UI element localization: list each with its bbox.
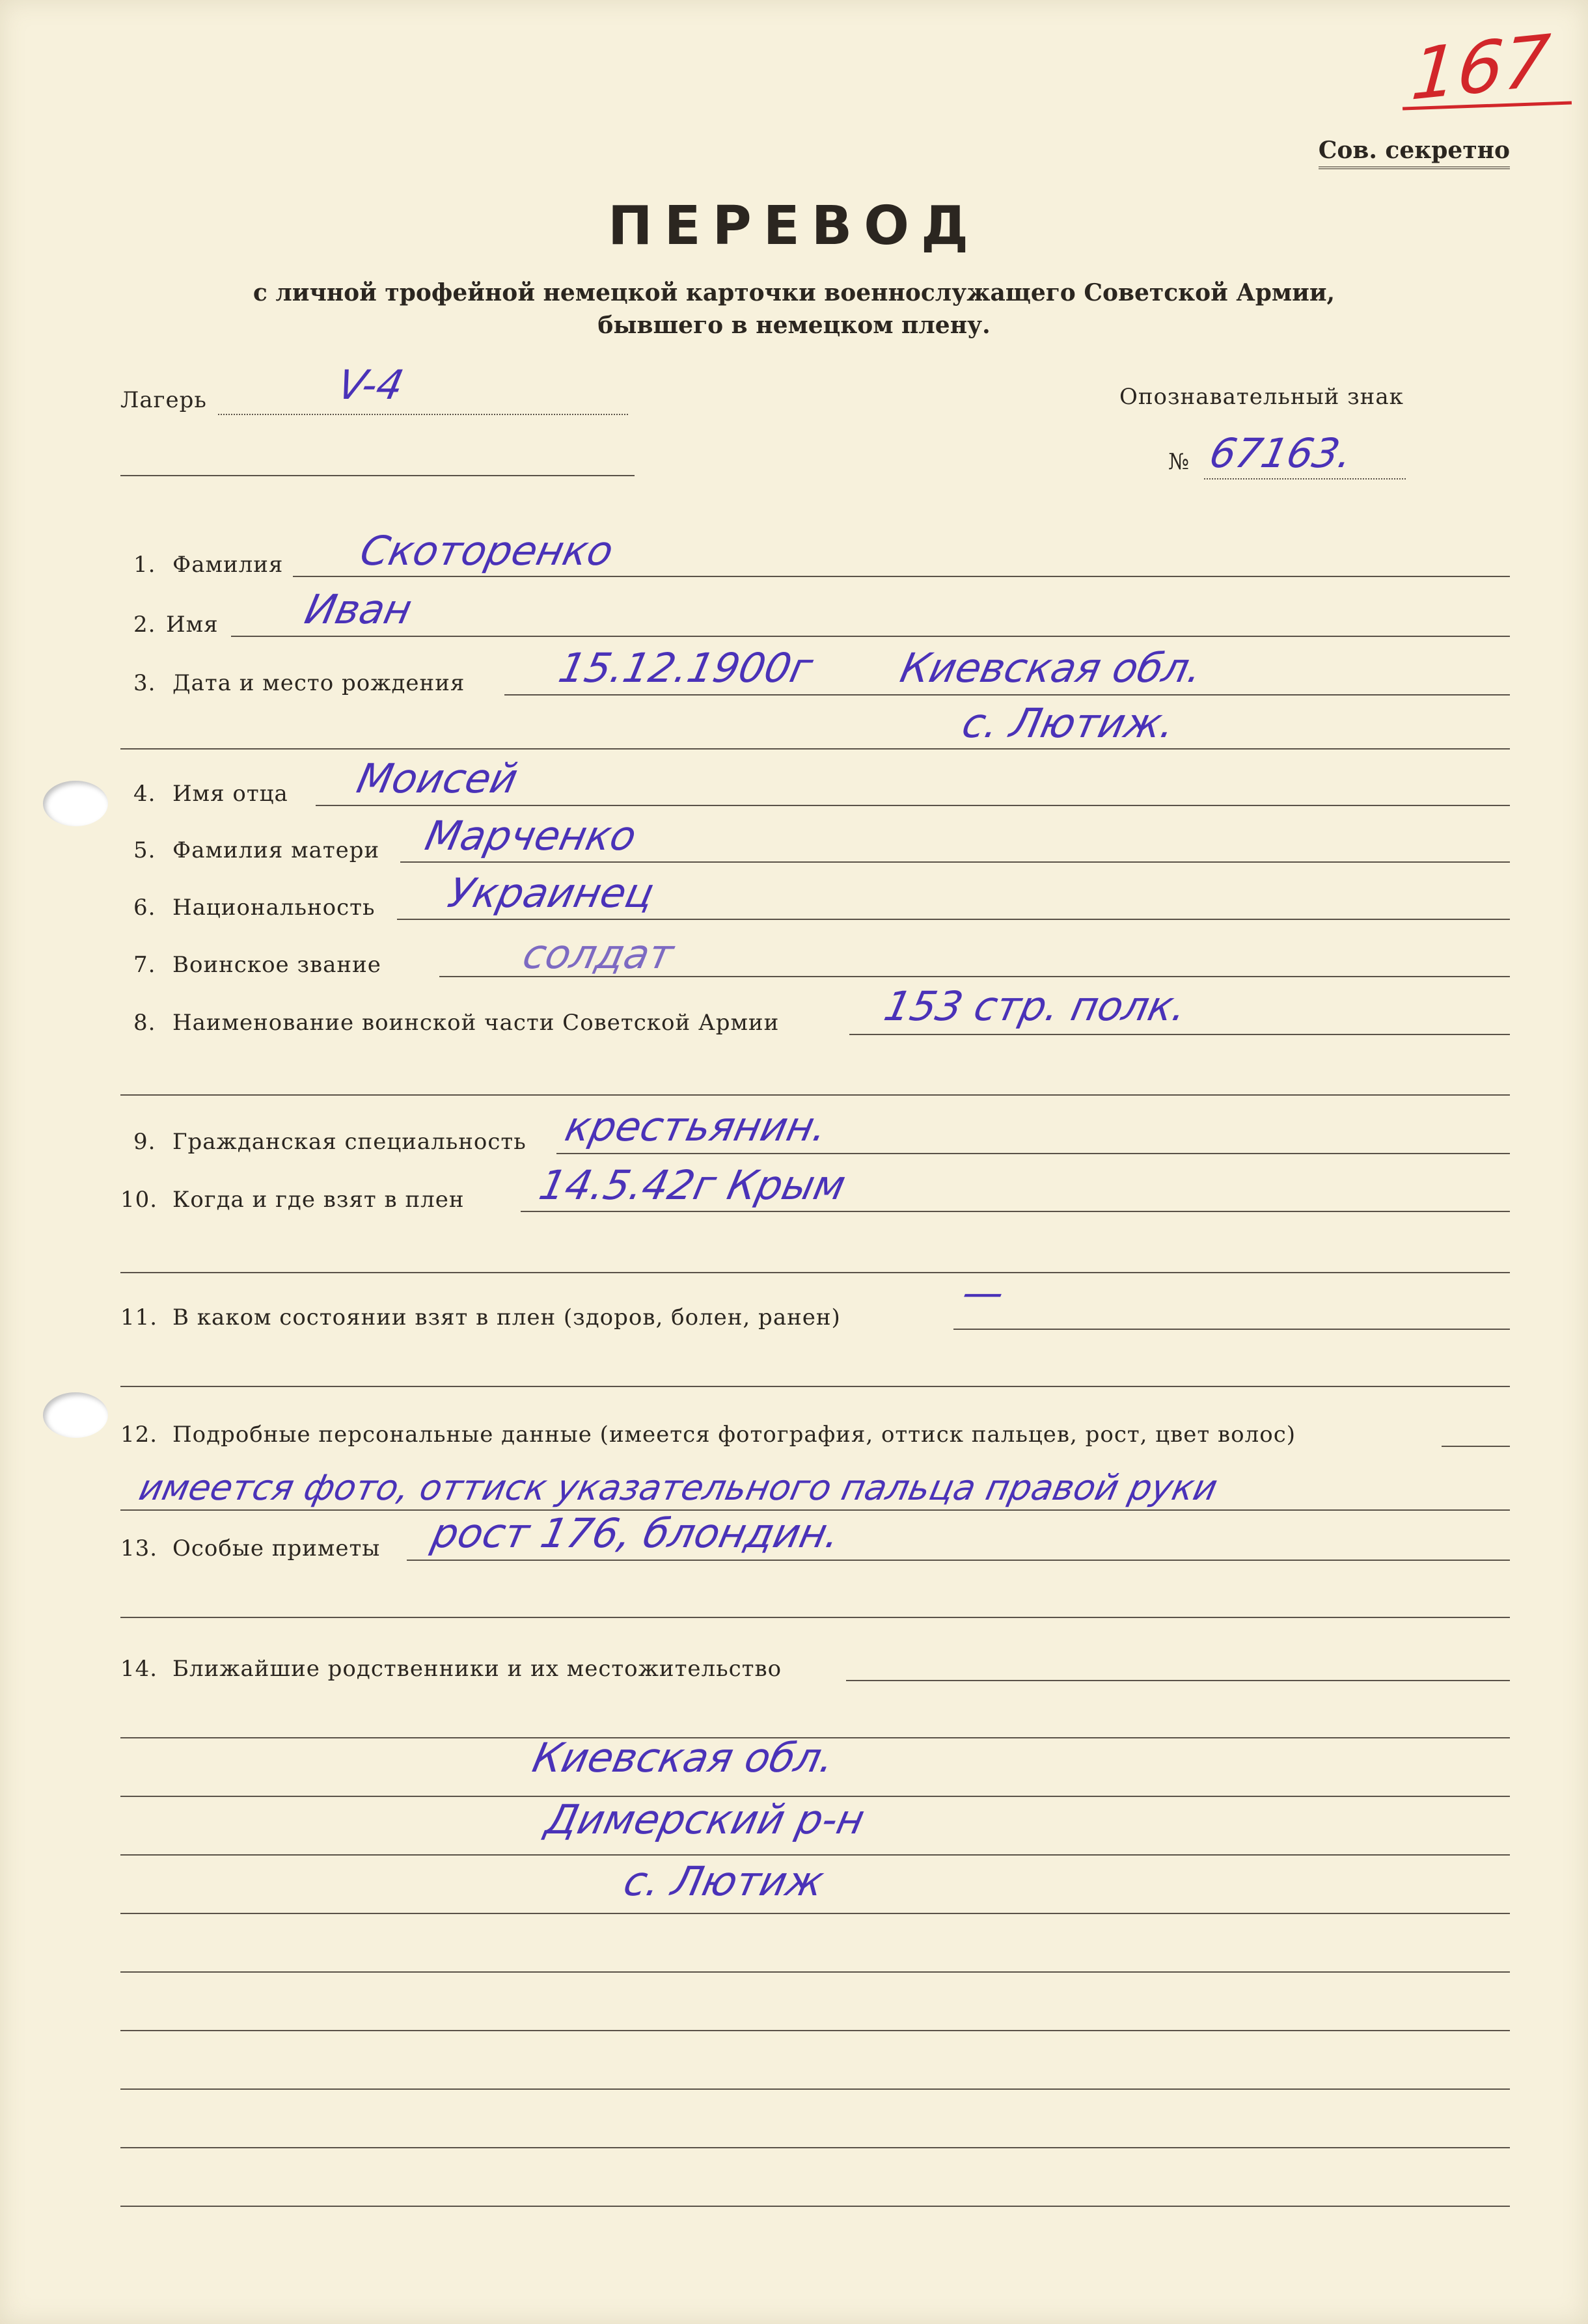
field-7-label: Воинское звание — [172, 952, 381, 978]
page-subtitle — [0, 277, 1588, 342]
field-4-line — [316, 805, 1510, 806]
field-12-value: имеется фото, оттиск указательного пальца правой руки — [135, 1467, 1222, 1508]
camp-line-2 — [120, 475, 635, 476]
field-9-label: Гражданская специальность — [172, 1129, 527, 1155]
field-14-number: 14. — [120, 1656, 158, 1682]
field-14-value-district: Димерский р-н — [541, 1796, 869, 1843]
page-title: ПЕРЕВОД — [608, 195, 980, 257]
field-12-line — [1442, 1446, 1510, 1447]
field-1-number: 1. — [133, 552, 156, 578]
field-2-line — [231, 636, 1510, 637]
field-2-value: Иван — [301, 586, 417, 633]
sheet-number-mark: 167 — [1408, 19, 1553, 116]
id-tag-number-sign: № — [1168, 449, 1190, 475]
camp-label: Лагерь — [120, 387, 207, 413]
field-8-label: Наименование воинской части Советской Армии — [172, 1010, 780, 1036]
field-10-label: Когда и где взят в плен — [172, 1187, 465, 1213]
field-8-number: 8. — [133, 1010, 156, 1036]
field-4-number: 4. — [133, 781, 156, 807]
field-3-number: 3. — [133, 670, 156, 696]
field-3-label: Дата и место рождения — [172, 670, 465, 696]
field-14-line-9 — [120, 2147, 1510, 2148]
field-8-line — [849, 1034, 1510, 1035]
field-10-value: 14.5.42г Крым — [535, 1161, 850, 1209]
field-1-value: Скоторенко — [356, 527, 618, 574]
field-13-label: Особые приметы — [172, 1535, 381, 1561]
field-3-value-date: 15.12.1900г — [554, 644, 817, 692]
field-1-line — [293, 576, 1510, 577]
field-3-line — [504, 694, 1510, 696]
subtitle-line-1: с личной трофейной немецкой карточки военнослужащего Советской Армии, — [253, 279, 1335, 306]
field-3-line-2 — [120, 748, 1510, 750]
field-14-line-10 — [120, 2206, 1510, 2207]
field-7-number: 7. — [133, 952, 156, 978]
field-3-value-region: Киевская обл. — [896, 644, 1207, 692]
field-11-line-2 — [120, 1386, 1510, 1387]
field-14-label: Ближайшие родственники и их местожительство — [172, 1656, 782, 1682]
field-9-line — [556, 1153, 1510, 1154]
id-tag-label: Опознавательный знак — [1119, 384, 1404, 410]
field-8-value: 153 стр. полк. — [880, 982, 1192, 1030]
field-4-label: Имя отца — [172, 781, 288, 807]
field-13-number: 13. — [120, 1535, 158, 1561]
field-2-number: 2. — [133, 612, 156, 638]
field-11-label: В каком состоянии взят в плен (здоров, болен, ранен) — [172, 1304, 841, 1331]
id-tag-value: 67163. — [1205, 429, 1357, 477]
field-6-value: Украинец — [444, 869, 659, 917]
field-13-line — [407, 1560, 1510, 1561]
field-6-number: 6. — [133, 895, 156, 921]
field-14-line-8 — [120, 2088, 1510, 2090]
field-9-number: 9. — [133, 1129, 156, 1155]
id-tag-line — [1204, 478, 1406, 480]
field-14-value-village: с. Лютиж — [620, 1858, 828, 1905]
subtitle-line-2: бывшего в немецком плену. — [597, 312, 991, 339]
field-14-line-6 — [120, 1971, 1510, 1973]
field-11-number: 11. — [120, 1304, 158, 1331]
field-11-value: — — [958, 1269, 1009, 1316]
field-8-line-2 — [120, 1094, 1510, 1096]
field-5-label: Фамилия матери — [172, 837, 380, 863]
field-5-line — [400, 861, 1510, 863]
classification-stamp: Сов. секретно — [1319, 137, 1510, 169]
field-14-line-5 — [120, 1913, 1510, 1914]
field-7-value: солдат — [519, 930, 678, 978]
field-6-label: Национальность — [172, 895, 376, 921]
camp-line — [218, 414, 628, 415]
field-14-line-7 — [120, 2030, 1510, 2031]
field-5-number: 5. — [133, 837, 156, 863]
field-4-value: Моисей — [353, 755, 523, 802]
field-10-line-2 — [120, 1272, 1510, 1273]
field-10-number: 10. — [120, 1187, 158, 1213]
field-9-value: крестьянин. — [561, 1103, 832, 1150]
punch-hole — [43, 781, 108, 826]
field-14-line-4 — [120, 1854, 1510, 1856]
punch-hole — [43, 1392, 108, 1438]
field-6-line — [397, 919, 1510, 920]
field-11-line — [953, 1329, 1510, 1330]
field-12-label: Подробные персональные данные (имеется фотография, оттиск пальцев, рост, цвет волос) — [172, 1422, 1296, 1448]
field-1-label: Фамилия — [172, 552, 284, 578]
field-3-value-village: с. Лютиж. — [958, 699, 1180, 747]
field-13-line-2 — [120, 1617, 1510, 1618]
field-13-value: рост 176, блондин. — [428, 1509, 845, 1557]
field-14-value-region: Киевская обл. — [528, 1734, 839, 1781]
field-14-line — [846, 1680, 1510, 1681]
field-2-label: Имя — [166, 612, 219, 638]
field-12-number: 12. — [120, 1422, 158, 1448]
camp-value: V-4 — [333, 361, 408, 409]
field-5-value: Марченко — [421, 812, 641, 859]
field-10-line — [521, 1211, 1510, 1212]
